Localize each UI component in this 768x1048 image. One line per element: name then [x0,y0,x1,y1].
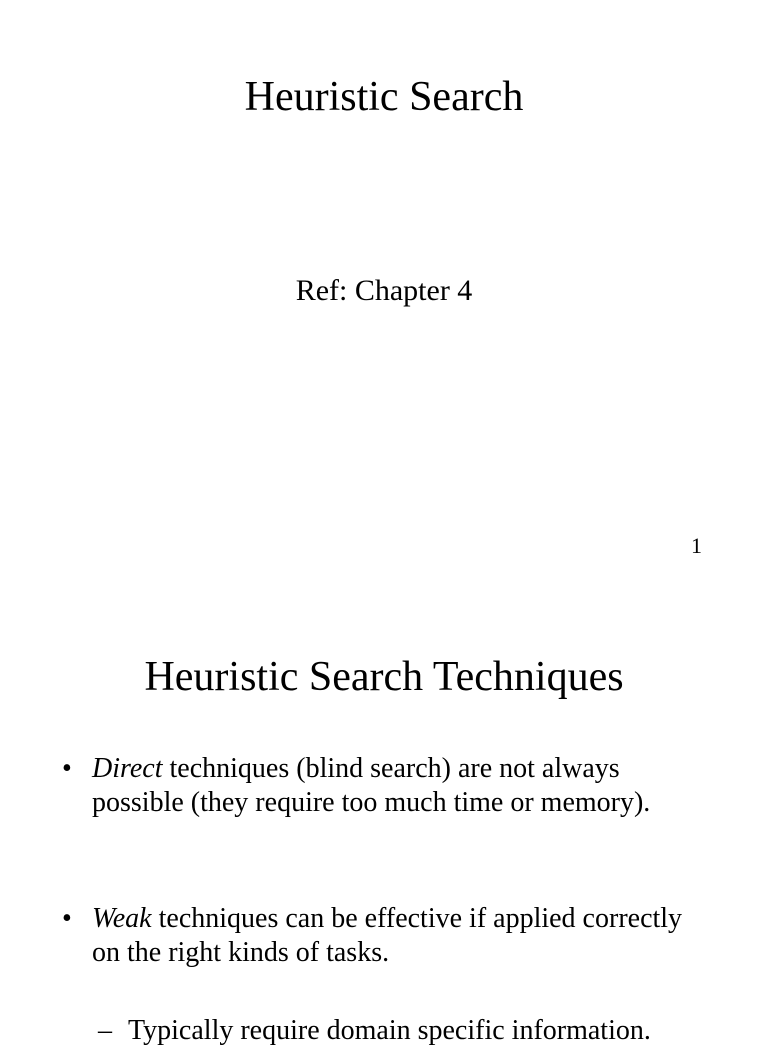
sub-bullet-item [98,1014,748,1048]
bullet-body: techniques (blind search) are not always possible (they require too much time or memory). [92,753,651,818]
page-number: 1 [691,533,702,558]
bullet-item [62,752,712,820]
slide-2 [0,590,768,1046]
slide-subtitle: Ref: Chapter 4 [295,274,473,307]
bullet-text [92,752,712,820]
bullet-marker: • [62,903,72,934]
bullet-emphasis: Weak [92,903,152,934]
bullet-item [62,902,712,970]
bullet-emphasis: Direct [92,753,163,784]
slide-title: Heuristic Search Techniques [144,654,624,700]
bullet-text [92,902,712,970]
slide-title: Heuristic Search [244,74,524,120]
bullet-body: techniques can be effective if applied correctly on the right kinds of tasks. [92,903,683,968]
bullet-marker: • [62,753,72,784]
bullet-body: Typically require domain specific information. [128,1015,651,1046]
bullet-text [128,1014,748,1048]
bullet-marker: – [98,1015,112,1046]
